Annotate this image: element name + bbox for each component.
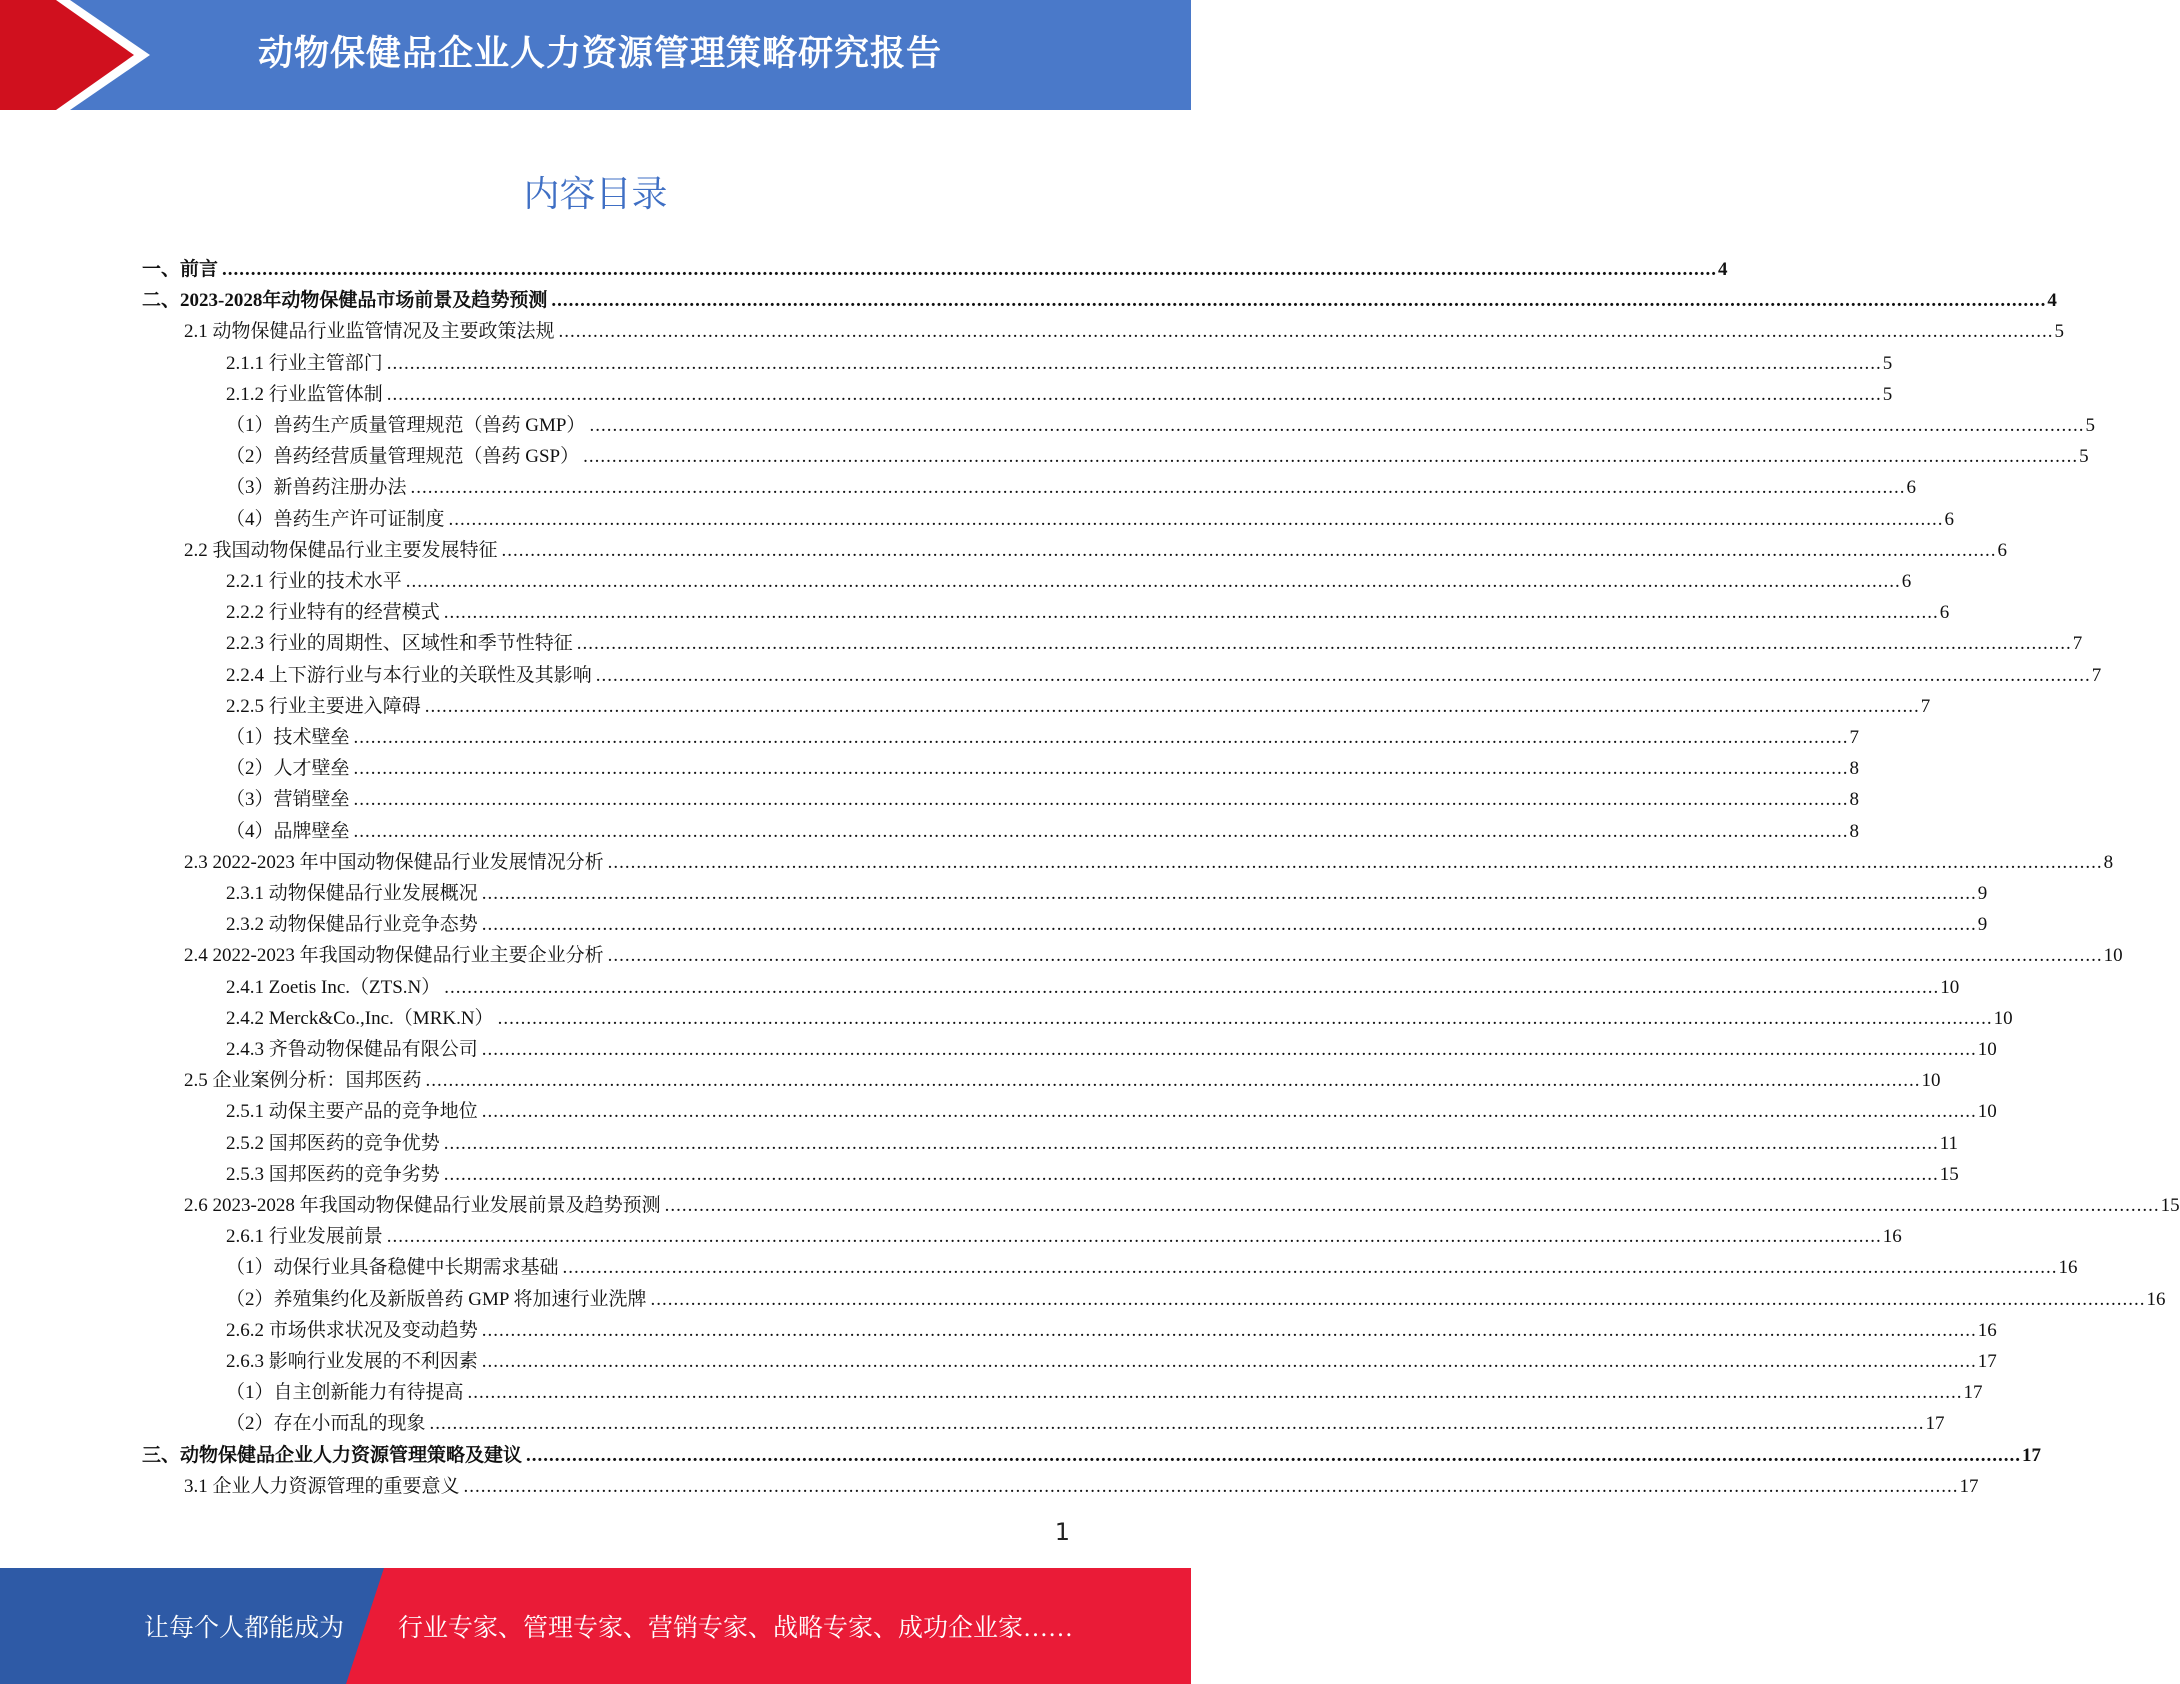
footer-roles: 行业专家、管理专家、营销专家、战略专家、成功企业家……: [398, 1615, 1074, 1642]
toc-entry-title: （4）兽药生产许可证制度: [226, 508, 445, 530]
page-header: [0, 0, 1191, 110]
toc-entry-page: 17: [1959, 1475, 1979, 1497]
toc-entry[interactable]: [184, 1471, 1979, 1502]
toc-entry-page: 17: [1925, 1413, 1945, 1435]
toc-entry-title: 2.4.2 Merck&Co.,Inc.（MRK.N）: [226, 1007, 494, 1029]
toc-leader-dots: ....................................................................................................................................................................................................................................................................: [405, 571, 1901, 592]
toc-entry[interactable]: [184, 1065, 1941, 1096]
toc-leader-dots: ....................................................................................................................................................................................................................................................................: [443, 602, 1939, 624]
toc-leader-dots: ....................................................................................................................................................................................................................................................................: [589, 415, 2085, 436]
toc-entry[interactable]: [226, 1096, 1997, 1127]
footer-slogan: 让每个人都能成为: [144, 1615, 345, 1642]
toc-leader-dots: ....................................................................................................................................................................................................................................................................: [595, 664, 2091, 686]
toc-leader-dots: ....................................................................................................................................................................................................................................................................: [386, 352, 1882, 374]
toc-leader-dots: ....................................................................................................................................................................................................................................................................: [576, 633, 2072, 655]
toc-entry-page: 10: [1993, 1007, 2013, 1029]
toc-entry-page: 16: [1882, 1226, 1902, 1248]
toc-entry[interactable]: [226, 1221, 1902, 1252]
toc-entry[interactable]: [226, 784, 1860, 815]
toc-leader-dots: ....................................................................................................................................................................................................................................................................: [443, 1132, 1939, 1154]
toc-entry-page: 15: [1939, 1163, 1959, 1185]
toc-leader-dots: ....................................................................................................................................................................................................................................................................: [650, 1288, 2146, 1310]
toc-entry-title: （1）自主创新能力有待提高: [226, 1382, 464, 1404]
toc-entry-title: 2.6.1 行业发展前景: [226, 1226, 383, 1248]
toc-entry-page: 6: [1939, 602, 1950, 624]
toc-entry[interactable]: [226, 1159, 1959, 1190]
toc-entry-page: 4: [2047, 290, 2057, 312]
toc-entry-page: 8: [1849, 758, 1860, 780]
toc-entry[interactable]: [142, 254, 1728, 285]
toc-leader-dots: ....................................................................................................................................................................................................................................................................: [429, 1413, 1925, 1435]
toc-leader-dots: ....................................................................................................................................................................................................................................................................: [424, 695, 1920, 717]
toc-entry-title: （1）动保行业具备稳健中长期需求基础: [226, 1257, 559, 1279]
toc-entry-title: 2.5 企业案例分析：国邦医药: [184, 1070, 422, 1092]
toc-leader-dots: ....................................................................................................................................................................................................................................................................: [481, 883, 1977, 904]
toc-leader-dots: ....................................................................................................................................................................................................................................................................: [463, 1475, 1959, 1497]
toc-entry[interactable]: [226, 1003, 2013, 1034]
toc-entry-page: 6: [1901, 571, 1912, 592]
toc-entry-title: （2）养殖集约化及新版兽药 GMP 将加速行业洗牌: [226, 1288, 647, 1310]
toc-entry-title: （3）新兽药注册办法: [226, 477, 407, 499]
toc-leader-dots: ....................................................................................................................................................................................................................................................................: [386, 383, 1882, 405]
toc-entry-title: 2.3.1 动物保健品行业发展概况: [226, 883, 478, 904]
toc-entry-title: 2.3 2022-2023 年中国动物保健品行业发展情况分析: [184, 851, 604, 873]
toc-entry[interactable]: [226, 566, 1912, 597]
toc-entry[interactable]: [226, 753, 1860, 784]
toc-leader-dots: ....................................................................................................................................................................................................................................................................: [448, 508, 1944, 530]
toc-entry[interactable]: [184, 316, 2065, 347]
toc-entry-page: 8: [1849, 820, 1860, 842]
toc-entry[interactable]: [184, 535, 2008, 566]
toc-entry-page: 7: [2091, 664, 2102, 686]
toc-entry-title: 三、动物保健品企业人力资源管理策略及建议: [142, 1444, 523, 1466]
toc-entry-title: 2.3.2 动物保健品行业竞争态势: [226, 914, 478, 936]
toc-leader-dots: ....................................................................................................................................................................................................................................................................: [467, 1382, 1963, 1404]
toc-leader-dots: ....................................................................................................................................................................................................................................................................: [443, 1163, 1939, 1185]
page-number: 1: [1054, 1518, 1070, 1546]
toc-entry-title: 2.2.5 行业主要进入障碍: [226, 695, 421, 717]
toc-entry[interactable]: [226, 379, 1893, 410]
toc-leader-dots: ....................................................................................................................................................................................................................................................................: [481, 1039, 1977, 1060]
toc-entry-page: 10: [2103, 945, 2123, 967]
toc-entry-page: 5: [1882, 383, 1893, 405]
toc-entry-title: 2.6 2023-2028 年我国动物保健品行业发展前景及趋势预测: [184, 1195, 661, 1216]
toc-leader-dots: ....................................................................................................................................................................................................................................................................: [353, 820, 1849, 842]
toc-leader-dots: ....................................................................................................................................................................................................................................................................: [481, 1101, 1977, 1123]
toc-entry-page: 16: [1977, 1319, 1997, 1341]
page-footer: [0, 1568, 1191, 1684]
toc-entry-page: 8: [1849, 789, 1860, 811]
toc-entry-title: 2.2.1 行业的技术水平: [226, 571, 402, 592]
document-title: 动物保健品企业人力资源管理策略研究报告: [258, 34, 943, 74]
toc-entry[interactable]: [226, 410, 2095, 441]
toc-entry[interactable]: [226, 441, 2089, 472]
toc-entry-title: 2.2.3 行业的周期性、区域性和季节性特征: [226, 633, 573, 655]
toc-entry[interactable]: [142, 285, 2057, 316]
toc-leader-dots: ....................................................................................................................................................................................................................................................................: [444, 976, 1940, 998]
toc-entry-page: 9: [1977, 914, 1988, 936]
toc-entry-page: 5: [2079, 446, 2089, 468]
toc-entry[interactable]: [226, 348, 1893, 379]
toc-leader-dots: ....................................................................................................................................................................................................................................................................: [501, 539, 1997, 561]
toc-entry-title: 2.5.2 国邦医药的竞争优势: [226, 1132, 440, 1154]
toc-leader-dots: ....................................................................................................................................................................................................................................................................: [481, 914, 1977, 936]
toc-entry-page: 16: [2146, 1288, 2166, 1310]
toc-entry[interactable]: [226, 1408, 1945, 1439]
toc-leader-dots: ....................................................................................................................................................................................................................................................................: [607, 851, 2103, 873]
toc-leader-dots: ....................................................................................................................................................................................................................................................................: [386, 1226, 1882, 1248]
toc-entry-title: 2.1.1 行业主管部门: [226, 352, 383, 374]
toc-heading: 内容目录: [523, 174, 668, 215]
toc-leader-dots: ....................................................................................................................................................................................................................................................................: [497, 1007, 1993, 1029]
toc-entry-page: 4: [1718, 259, 1728, 280]
toc-entry-title: （2）存在小而乱的现象: [226, 1413, 426, 1435]
toc-entry-title: （4）品牌壁垒: [226, 820, 350, 842]
toc-leader-dots: ....................................................................................................................................................................................................................................................................: [526, 1444, 2022, 1466]
toc-entry-title: 3.1 企业人力资源管理的重要意义: [184, 1475, 460, 1497]
toc-entry-page: 6: [1944, 508, 1955, 530]
toc-entry-page: 17: [2022, 1444, 2042, 1466]
toc-leader-dots: ....................................................................................................................................................................................................................................................................: [353, 758, 1849, 780]
toc-entry-title: （2）兽药经营质量管理规范（兽药 GSP）: [226, 446, 580, 468]
toc-entry-page: 6: [1997, 539, 2008, 561]
toc-leader-dots: ....................................................................................................................................................................................................................................................................: [551, 290, 2047, 312]
toc-entry-page: 10: [1940, 976, 1960, 998]
toc-entry-page: 10: [1921, 1070, 1941, 1092]
toc-entry-title: 一、前言: [142, 259, 219, 280]
toc-entry-title: 2.4.1 Zoetis Inc.（ZTS.N）: [226, 976, 441, 998]
toc-entry-title: 2.6.3 影响行业发展的不利因素: [226, 1351, 478, 1372]
toc-entry[interactable]: [226, 504, 1955, 535]
toc-entry[interactable]: [226, 472, 1917, 503]
toc-entry-page: 16: [2058, 1257, 2078, 1279]
toc-leader-dots: ....................................................................................................................................................................................................................................................................: [410, 477, 1906, 499]
toc-entry-title: 2.2.4 上下游行业与本行业的关联性及其影响: [226, 664, 592, 686]
toc-entry[interactable]: [226, 597, 1950, 628]
toc-entry[interactable]: [226, 816, 1860, 847]
toc-entry-title: 2.2 我国动物保健品行业主要发展特征: [184, 539, 498, 561]
toc-entry-page: 5: [1882, 352, 1893, 374]
toc-leader-dots: ....................................................................................................................................................................................................................................................................: [425, 1070, 1921, 1092]
toc-entry-page: 10: [1977, 1101, 1997, 1123]
toc-entry[interactable]: [226, 878, 1988, 909]
toc-entry-title: 二、2023-2028年动物保健品市场前景及趋势预测: [142, 290, 548, 312]
toc-leader-dots: ....................................................................................................................................................................................................................................................................: [481, 1351, 1977, 1372]
toc-entry-title: 2.5.1 动保主要产品的竞争地位: [226, 1101, 478, 1123]
toc-entry-title: （1）兽药生产质量管理规范（兽药 GMP）: [226, 415, 586, 436]
toc-leader-dots: ....................................................................................................................................................................................................................................................................: [353, 727, 1849, 748]
toc-entry-page: 17: [1977, 1351, 1997, 1372]
toc-entry-page: 17: [1963, 1382, 1983, 1404]
toc-entry[interactable]: [184, 847, 2114, 878]
toc-entry-page: 7: [1920, 695, 1931, 717]
toc-entry-title: 2.1 动物保健品行业监管情况及主要政策法规: [184, 321, 555, 343]
toc-entry-title: （1）技术壁垒: [226, 727, 350, 748]
toc-leader-dots: ....................................................................................................................................................................................................................................................................: [583, 446, 2079, 468]
toc-entry[interactable]: [142, 1440, 2042, 1471]
toc-entry-title: 2.4 2022-2023 年我国动物保健品行业主要企业分析: [184, 945, 604, 967]
toc-entry-page: 5: [2054, 321, 2065, 343]
toc-entry[interactable]: [226, 660, 2102, 691]
toc-entry-page: 7: [1849, 727, 1860, 748]
toc-entry-page: 9: [1977, 883, 1988, 904]
toc-entry[interactable]: [226, 722, 1860, 753]
toc-entry-page: 5: [2085, 415, 2095, 436]
toc-entry[interactable]: [184, 940, 2123, 971]
toc-entry-title: 2.6.2 市场供求状况及变动趋势: [226, 1319, 478, 1341]
toc-leader-dots: ....................................................................................................................................................................................................................................................................: [222, 259, 1718, 280]
toc-entry-page: 7: [2072, 633, 2083, 655]
toc-entry-title: 2.4.3 齐鲁动物保健品有限公司: [226, 1039, 478, 1060]
toc-leader-dots: ....................................................................................................................................................................................................................................................................: [481, 1319, 1977, 1341]
toc-entry[interactable]: [226, 1252, 2078, 1283]
toc-leader-dots: ....................................................................................................................................................................................................................................................................: [562, 1257, 2058, 1279]
toc-entry-page: 6: [1906, 477, 1917, 499]
toc-leader-dots: ....................................................................................................................................................................................................................................................................: [558, 321, 2054, 343]
toc-entry[interactable]: [226, 1377, 1983, 1408]
toc-entry-title: 2.5.3 国邦医药的竞争劣势: [226, 1163, 440, 1185]
toc-entry[interactable]: [226, 628, 2083, 659]
toc-entry[interactable]: [184, 1190, 2180, 1221]
toc-entry[interactable]: [226, 1128, 1959, 1159]
toc-leader-dots: ....................................................................................................................................................................................................................................................................: [607, 945, 2103, 967]
toc-entry-page: 11: [1939, 1132, 1959, 1154]
toc-entry-title: 2.1.2 行业监管体制: [226, 383, 383, 405]
toc-entry-title: 2.2.2 行业特有的经营模式: [226, 602, 440, 624]
toc-entry-title: （2）人才壁垒: [226, 758, 350, 780]
toc-entry[interactable]: [226, 909, 1988, 940]
toc-entry[interactable]: [226, 1284, 2166, 1315]
toc-entry[interactable]: [226, 691, 1931, 722]
toc-entry-page: 15: [2160, 1195, 2180, 1216]
toc-entry[interactable]: [226, 1315, 1997, 1346]
toc-leader-dots: ....................................................................................................................................................................................................................................................................: [353, 789, 1849, 811]
toc-entry-title: （3）营销壁垒: [226, 789, 350, 811]
toc-entry-page: 8: [2103, 851, 2114, 873]
toc-leader-dots: ....................................................................................................................................................................................................................................................................: [664, 1195, 2160, 1216]
toc-entry[interactable]: [226, 1034, 1997, 1065]
toc-entry[interactable]: [226, 972, 1960, 1003]
toc-entry-page: 10: [1977, 1039, 1997, 1060]
toc-entry[interactable]: [226, 1346, 1997, 1377]
